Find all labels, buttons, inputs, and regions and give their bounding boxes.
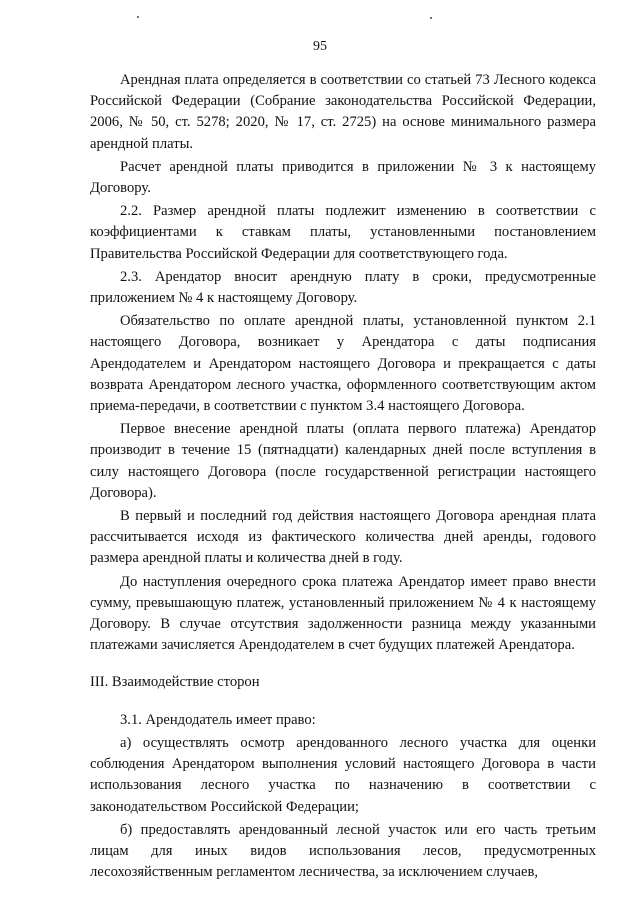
scan-speck <box>430 17 432 19</box>
paragraph-clause-3-1: 3.1. Арендодатель имеет право: <box>120 711 316 728</box>
paragraph-first-payment: Первое внесение арендной платы (оплата первого платежа) Арендатор производит в течение 15 (пятнадцати) календарных дней после вступления в силу настоящего Договора (после государственной регистрации настоящего Договора). <box>90 421 596 501</box>
paragraph-first-last-year: В первый и последний год действия настоящего Договора арендная плата рассчитывается исходя из фактического количества дней аренды, годового размера арендной платы и количества дней в году. <box>90 508 596 567</box>
paragraph-rent-calculation: Расчет арендной платы приводится в приложении № 3 к настоящему Договору. <box>90 158 596 197</box>
scan-speck <box>137 16 139 18</box>
paragraph-clause-2-2: 2.2. Размер арендной платы подлежит изменению в соответствии с коэффициентами к ставкам платы, установленными постановлением Правительства Российской Федерации для соответствующего года. <box>90 203 596 262</box>
paragraph-advance-payment: До наступления очередного срока платежа Арендатор имеет право внести сумму, превышающую платеж, установленный приложением № 4 к настоящему Договору. В случае отсутствия задолженности разница между указанными платежами зачисляется Арендодателем в счет будущих платежей Арендатора. <box>90 573 596 654</box>
paragraph-clause-2-3: 2.3. Арендатор вносит арендную плату в сроки, предусмотренные приложением № 4 к настоящему Договору. <box>90 268 596 307</box>
paragraph-rent-definition: Арендная плата определяется в соответствии со статьей 73 Лесного кодекса Российской Федерации (Собрание законодательства Российской Федерации, 2006, № 50, ст. 5278; 2020, № 17, ст. 2725) на основе минимального размера арендной платы. <box>90 72 596 152</box>
paragraph-clause-3-1-a: а) осуществлять осмотр арендованного лесного участка для оценки соблюдения Арендатором выполнения условий настоящего Договора в части использования лесного участка по назначению в соответствии с законодательством Российской Федерации; <box>90 734 596 815</box>
document-body <box>90 70 596 883</box>
paragraph-clause-3-1-b: б) предоставлять арендованный лесной участок или его часть третьим лицам для иных видов использования лесов, предусмотренных лесохозяйственным регламентом лесничества, за исключением случаев, <box>90 821 596 881</box>
page-number: 95 <box>313 39 327 54</box>
section-heading: III. Взаимодействие сторон <box>90 674 260 691</box>
paragraph-payment-obligation: Обязательство по оплате арендной платы, установленной пунктом 2.1 настоящего Договора, возникает у Арендатора с даты подписания Арендодателем и Арендатором настоящего Договора и прекращается с даты возврата Арендатором лесного участка, оформленного соответствующим актом приема-передачи, в соответствии с пунктом 3.4 настоящего Договора. <box>90 313 596 415</box>
